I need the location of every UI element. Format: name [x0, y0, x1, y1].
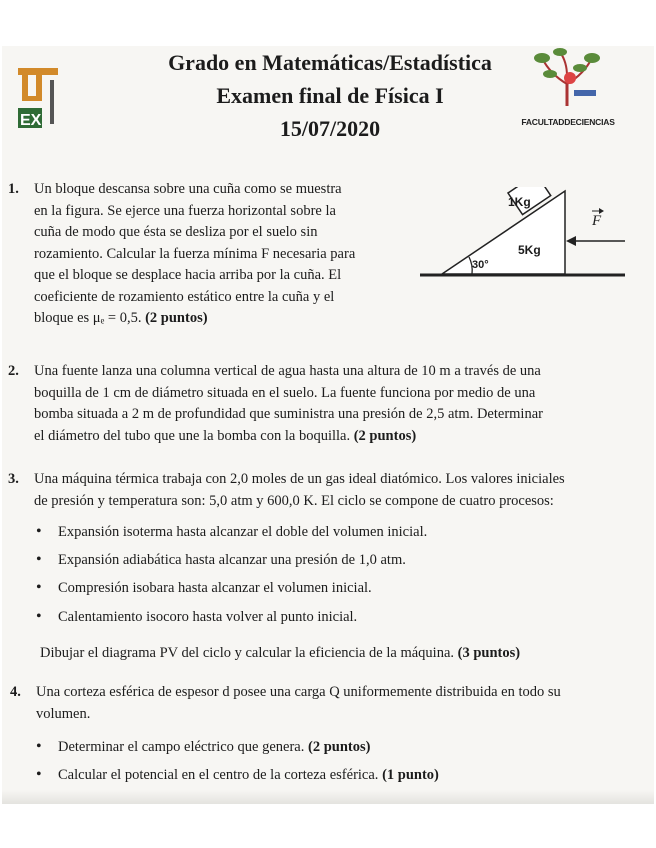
q1-line: en la figura. Se ejerce una fuerza horizontal sobre la: [34, 202, 336, 219]
q2-line: bomba situada a 2 m de profundidad que suministra una presión de 2,5 atm. Determinar: [34, 406, 543, 422]
q1-line-last: [34, 308, 414, 330]
q2-text: [34, 361, 644, 447]
exam-degree-title: Grado en Matemáticas/Estadística: [168, 50, 492, 75]
q4-line: Una corteza esférica de espesor d posee una carga Q uniformemente distribuida en todo su: [36, 684, 561, 700]
q4-line: volumen.: [36, 705, 91, 722]
q2-line: el diámetro del tubo que une la bomba con la boquilla.: [34, 427, 351, 444]
wedge-label: 5Kg: [518, 243, 541, 257]
q3-bullet: • Compresión isobara hasta alcanzar el volumen inicial.: [58, 578, 372, 598]
q3-line: Una máquina térmica trabaja con 2,0 moles de un gas ideal diatómico. Los valores iniciales: [34, 471, 565, 487]
force-arrow-head: [566, 236, 576, 246]
q3-bullet: • Calentamiento isocoro hasta volver al punto inicial.: [58, 607, 357, 627]
q4-bullet: [58, 737, 370, 757]
q2-number: 2.: [8, 363, 19, 379]
q1-line: cuña de modo que ésta se desliza por el suelo sin: [34, 224, 318, 240]
q2-line: boquilla de 1 cm de diámetro situada en el suelo. La fuente funciona por medio de una: [34, 384, 536, 401]
q4-bullet-points: (1 punto): [382, 767, 439, 783]
q3-bullet: • Expansión isoterma hasta alcanzar el doble del volumen inicial.: [58, 522, 427, 542]
facultad-ciencias-logo-icon: [520, 46, 615, 121]
block-label: 1Kg: [508, 195, 531, 209]
q3-points: (3 puntos): [457, 645, 521, 661]
q1-points: (2 puntos): [145, 310, 208, 326]
q1-line: coeficiente de rozamiento estático entre la cuña y el: [34, 288, 335, 305]
q2-line: Una fuente lanza una columna vertical de agua hasta una altura de 10 m a través de una: [34, 363, 541, 379]
q3-text: [34, 469, 644, 512]
q1-line: Un bloque descansa sobre una cuña como se muestra: [34, 181, 342, 197]
uex-logo-icon: [14, 66, 64, 135]
q1-text: [34, 179, 414, 330]
q1-line: rozamiento. Calcular la fuerza mínima F necesaria para: [34, 245, 356, 262]
q4-bullet-text: Calcular el potencial en el centro de la corteza esférica.: [58, 767, 379, 783]
q1-line: bloque es μₑ = 0,5.: [34, 310, 142, 326]
q1-line: que el bloque se desplace hacia arriba por la cuña. El: [34, 267, 342, 283]
wedge-figure: [420, 187, 630, 292]
q4-bullet-points: (2 puntos): [308, 739, 371, 755]
q4-bullet: [58, 765, 439, 785]
q4-number: 4.: [10, 684, 21, 700]
q4-bullet-text: Determinar el campo eléctrico que genera.: [58, 739, 305, 755]
q4-text: [36, 682, 646, 725]
q3-bullet: • Expansión adiabática hasta alcanzar una presión de 1,0 atm.: [58, 550, 406, 570]
q3-closing: [40, 643, 640, 665]
wedge-shape: [442, 191, 565, 274]
svg-text:EX: EX: [20, 112, 42, 129]
angle-label: 30°: [472, 259, 489, 271]
q2-points: (2 puntos): [353, 427, 417, 444]
exam-date: 15/07/2020: [279, 116, 381, 141]
q1-number: 1.: [8, 181, 19, 197]
q2-line-last: [34, 426, 644, 448]
q3-line: de presión y temperatura son: 5,0 atm y 600,0 K. El ciclo se compone de cuatro procesos:: [34, 492, 554, 509]
force-label: F: [592, 213, 602, 229]
q3-closing-text: Dibujar el diagrama PV del ciclo y calcular la eficiencia de la máquina.: [40, 645, 455, 661]
exam-subtitle: Examen final de Física I: [216, 83, 444, 108]
page-shadow: [2, 790, 654, 804]
facultad-logo-text: FACULTADDECIENCIAS: [521, 117, 615, 127]
q3-number: 3.: [8, 471, 19, 487]
